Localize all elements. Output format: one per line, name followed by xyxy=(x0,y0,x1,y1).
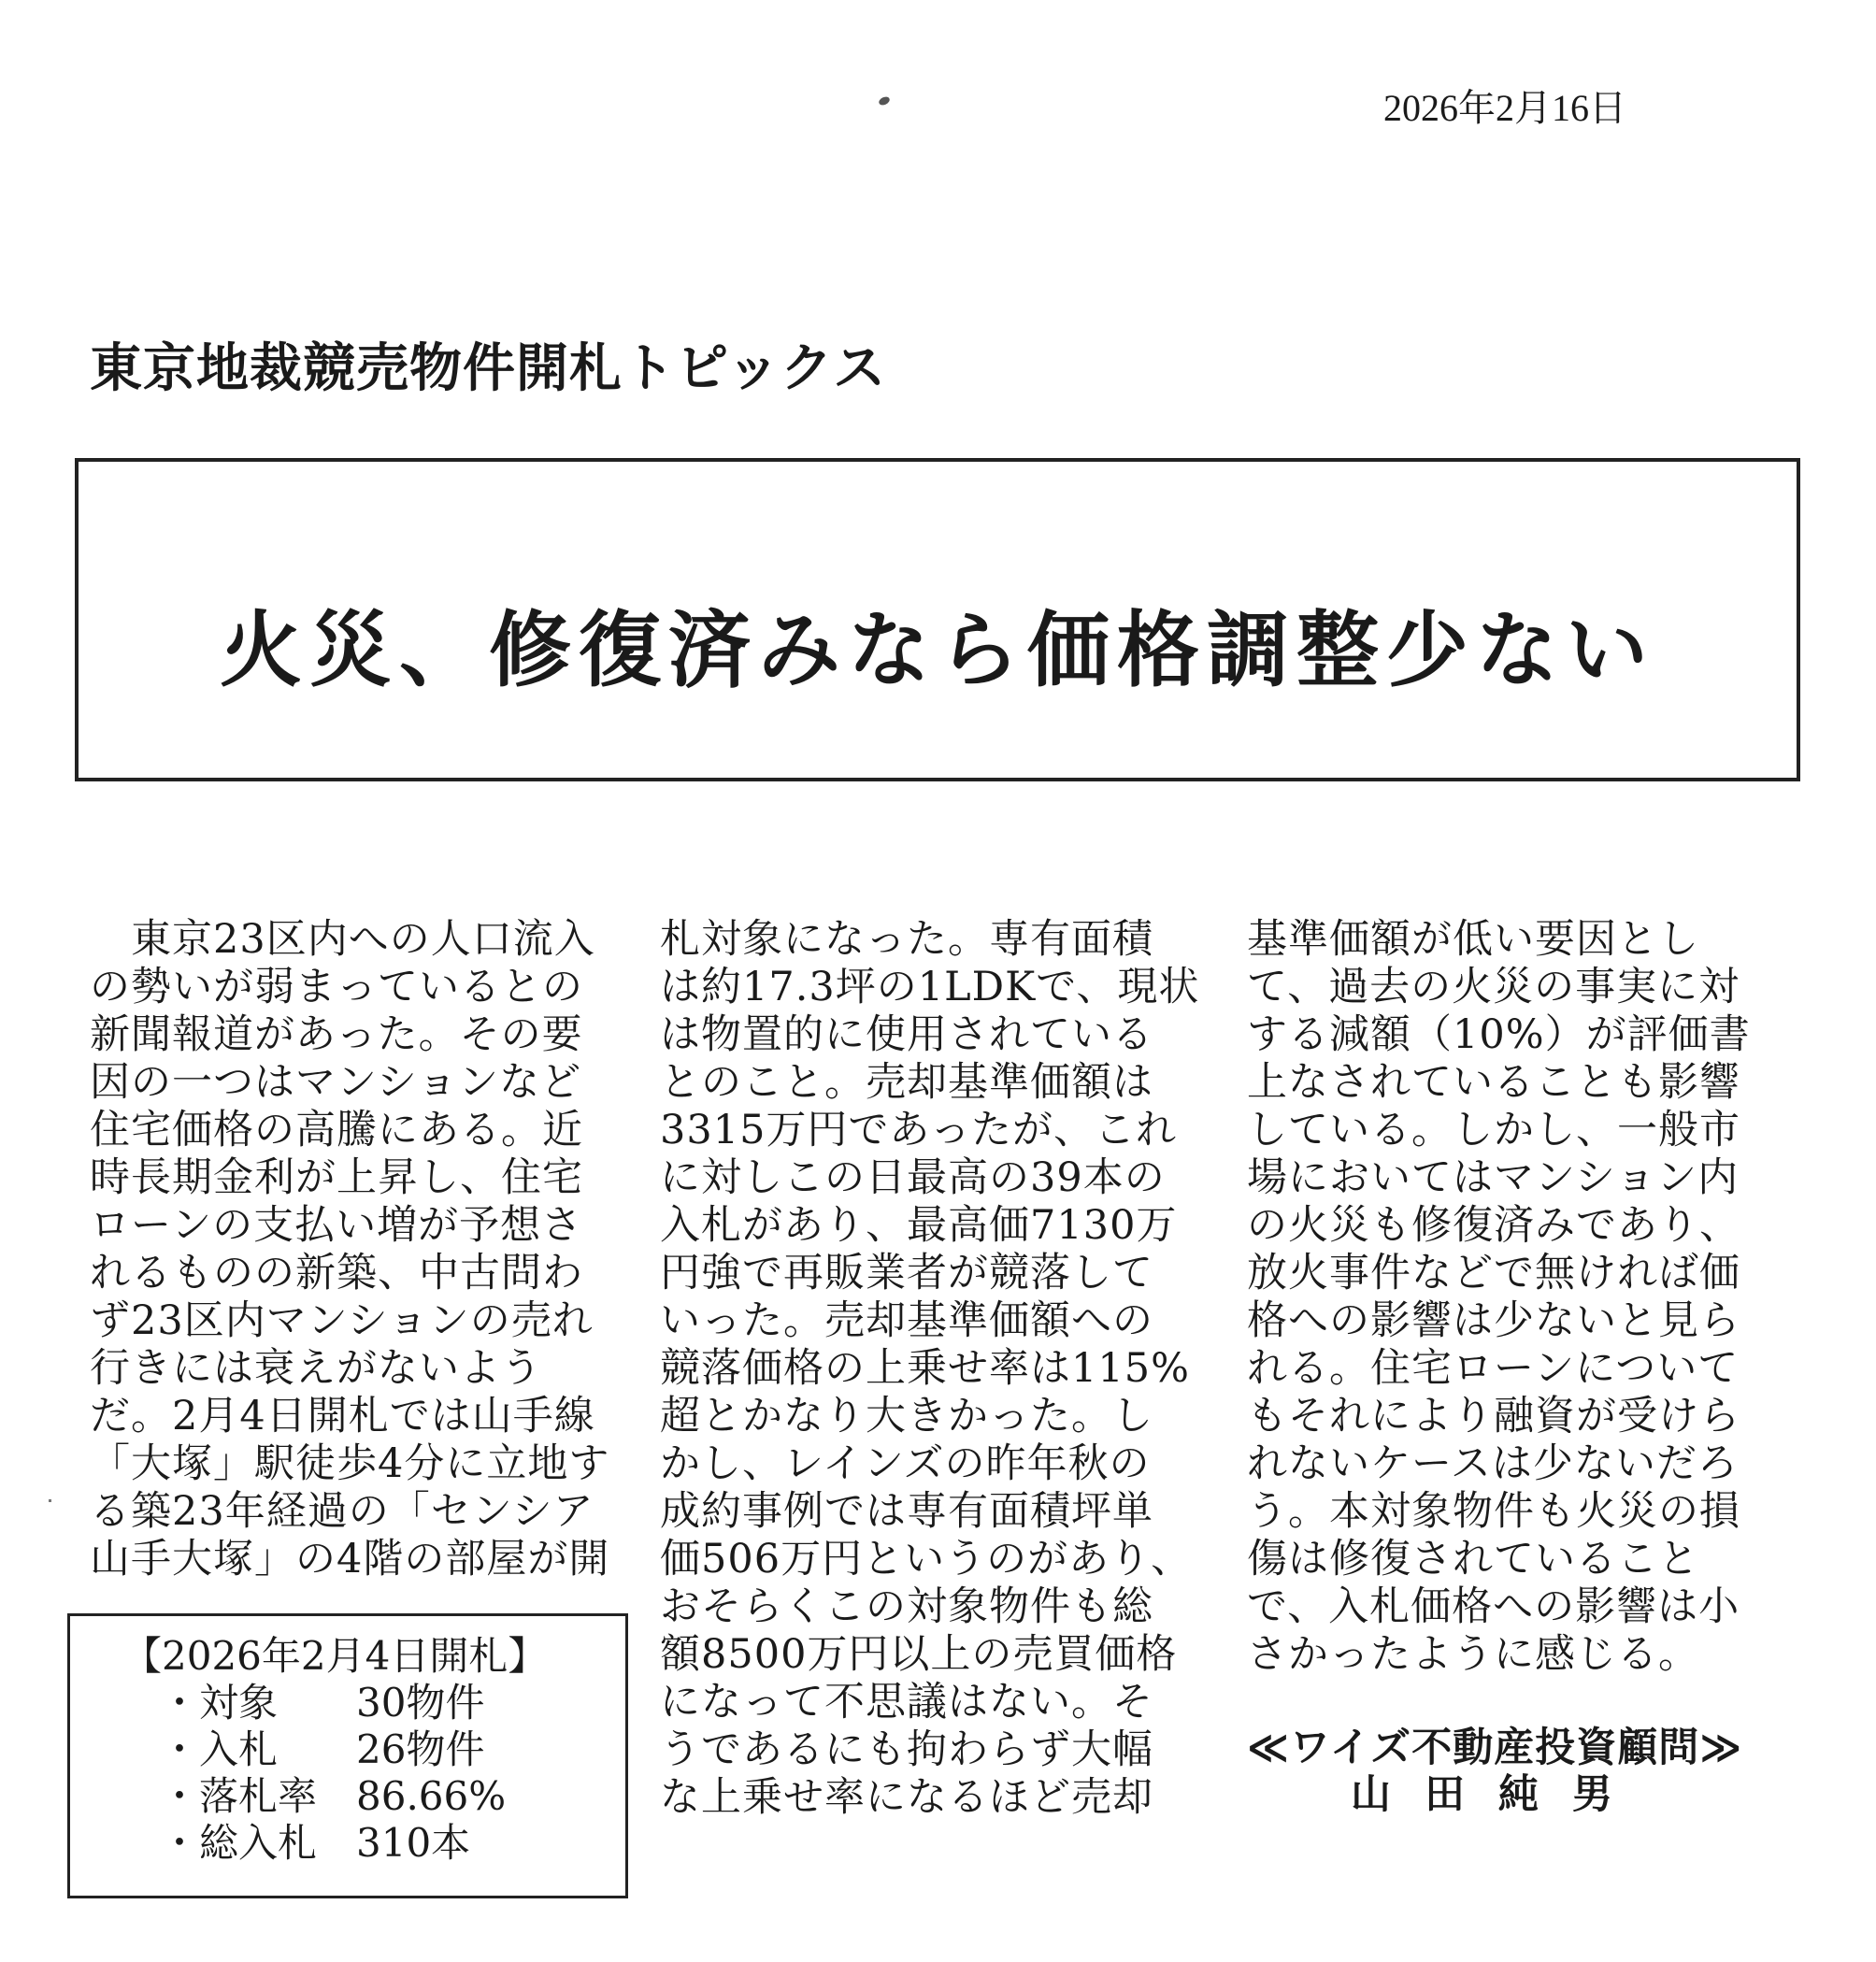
article-line: な上乗せ率になるほど売却 xyxy=(660,1774,1153,1821)
article-line: の勢いが弱まっているとの xyxy=(90,964,583,1010)
article-line: 住宅価格の高騰にある。近 xyxy=(90,1107,583,1153)
scan-speck xyxy=(878,95,891,107)
article-line: だ。2月4日開札では山手線 xyxy=(90,1393,595,1439)
article-column-1 xyxy=(90,916,609,1583)
article-line: になって不思議はない。そ xyxy=(660,1679,1153,1726)
author-name: 山田純男 xyxy=(1351,1771,1646,1818)
article-line: さかったように感じる。 xyxy=(1247,1631,1699,1678)
article-line: 競落価格の上乗せ率は115% xyxy=(660,1345,1190,1392)
article-line: おそらくこの対象物件も総 xyxy=(660,1583,1153,1630)
publication-date: 2026年2月16日 xyxy=(1383,87,1626,129)
article-line: る築23年経過の「センシア xyxy=(90,1488,594,1535)
article-line: 成約事例では専有面積坪単 xyxy=(660,1488,1153,1535)
article-line: とのこと。売却基準価額は xyxy=(660,1059,1153,1106)
article-line: 入札があり、最高価7130万 xyxy=(660,1202,1178,1249)
stat-row xyxy=(160,1820,470,1867)
article-line: 額8500万円以上の売買価格 xyxy=(660,1631,1178,1678)
article-line: は物置的に使用されている xyxy=(660,1011,1153,1058)
article-line: もそれにより融資が受けら xyxy=(1247,1393,1740,1439)
article-line: いった。売却基準価額への xyxy=(660,1297,1153,1344)
article-line: 価506万円というのがあり、 xyxy=(660,1536,1193,1582)
article-line: 3315万円であったが、これ xyxy=(660,1107,1178,1153)
stat-row xyxy=(160,1773,506,1820)
stat-value: 30物件 xyxy=(356,1680,485,1726)
article-line: 山手大塚」の4階の部屋が開 xyxy=(90,1536,610,1582)
article-line: ず23区内マンションの売れ xyxy=(90,1297,594,1344)
article-line: う。本対象物件も火災の損 xyxy=(1247,1488,1740,1535)
auction-stats-box xyxy=(67,1613,628,1898)
article-line: 「大塚」駅徒歩4分に立地す xyxy=(90,1440,610,1487)
article-line: 超とかなり大きかった。し xyxy=(660,1393,1153,1439)
article-line: の火災も修復済みであり、 xyxy=(1247,1202,1740,1249)
article-line: 行きには衰えがないよう xyxy=(90,1345,542,1392)
article-line: は約17.3坪の1LDKで、現状 xyxy=(660,964,1200,1010)
article-line: れる。住宅ローンについて xyxy=(1247,1345,1740,1392)
stat-label: ・入札 xyxy=(160,1726,279,1772)
article-line: れるものの新築、中古問わ xyxy=(90,1250,583,1296)
stat-row xyxy=(160,1726,484,1773)
stat-label: ・落札率 xyxy=(160,1773,318,1819)
stats-title: 【2026年2月4日開札】 xyxy=(122,1633,548,1679)
scan-dot xyxy=(49,1499,51,1502)
headline: 火災、修復済みなら価格調整少ない xyxy=(219,602,1655,698)
article-line: うであるにも拘わらず大幅 xyxy=(660,1726,1153,1773)
article-line: に対しこの日最高の39本の xyxy=(660,1154,1166,1201)
stat-label: ・総入札 xyxy=(160,1820,318,1866)
stat-value: 310本 xyxy=(356,1820,471,1866)
article-line: している。しかし、一般市 xyxy=(1247,1107,1740,1153)
stat-value: 26物件 xyxy=(356,1726,485,1772)
article-column-2 xyxy=(660,916,1199,1822)
article-line: 上なされていることも影響 xyxy=(1247,1059,1740,1106)
article-line: 時長期金利が上昇し、住宅 xyxy=(90,1154,583,1201)
article-line: 傷は修復されていること xyxy=(1247,1536,1699,1582)
article-line: する減額（10%）が評価書 xyxy=(1247,1011,1751,1058)
article-line: て、過去の火災の事実に対 xyxy=(1247,964,1740,1010)
article-line: 基準価額が低い要因とし xyxy=(1247,916,1699,963)
article-line: 放火事件などで無ければ価 xyxy=(1247,1250,1740,1296)
stat-row xyxy=(160,1680,484,1726)
stat-value: 86.66% xyxy=(356,1773,507,1819)
article-line: れないケースは少ないだろ xyxy=(1247,1440,1739,1487)
article-line: 因の一つはマンションなど xyxy=(90,1059,582,1106)
section-title: 東京地裁競売物件開札トピックス xyxy=(90,338,887,399)
article-line: 新聞報道があった。その要 xyxy=(90,1011,583,1058)
article-column-3 xyxy=(1247,916,1751,1679)
article-line: 円強で再販業者が競落して xyxy=(660,1250,1153,1296)
stat-label: ・対象 xyxy=(160,1680,279,1726)
article-line: で、入札価格への影響は小 xyxy=(1247,1583,1740,1630)
article-line: かし、レインズの昨年秋の xyxy=(660,1440,1151,1487)
article-line: 格への影響は少ないと見ら xyxy=(1247,1297,1740,1344)
headline-box xyxy=(75,458,1800,781)
article-line: 札対象になった。専有面積 xyxy=(660,916,1153,963)
article-line: 東京23区内への人口流入 xyxy=(90,916,595,963)
article-line: 場においてはマンション内 xyxy=(1247,1154,1740,1201)
article-line: ローンの支払い増が予想さ xyxy=(90,1202,583,1249)
author-organization: ≪ワイズ不動産投資顧問≫ xyxy=(1247,1725,1743,1771)
